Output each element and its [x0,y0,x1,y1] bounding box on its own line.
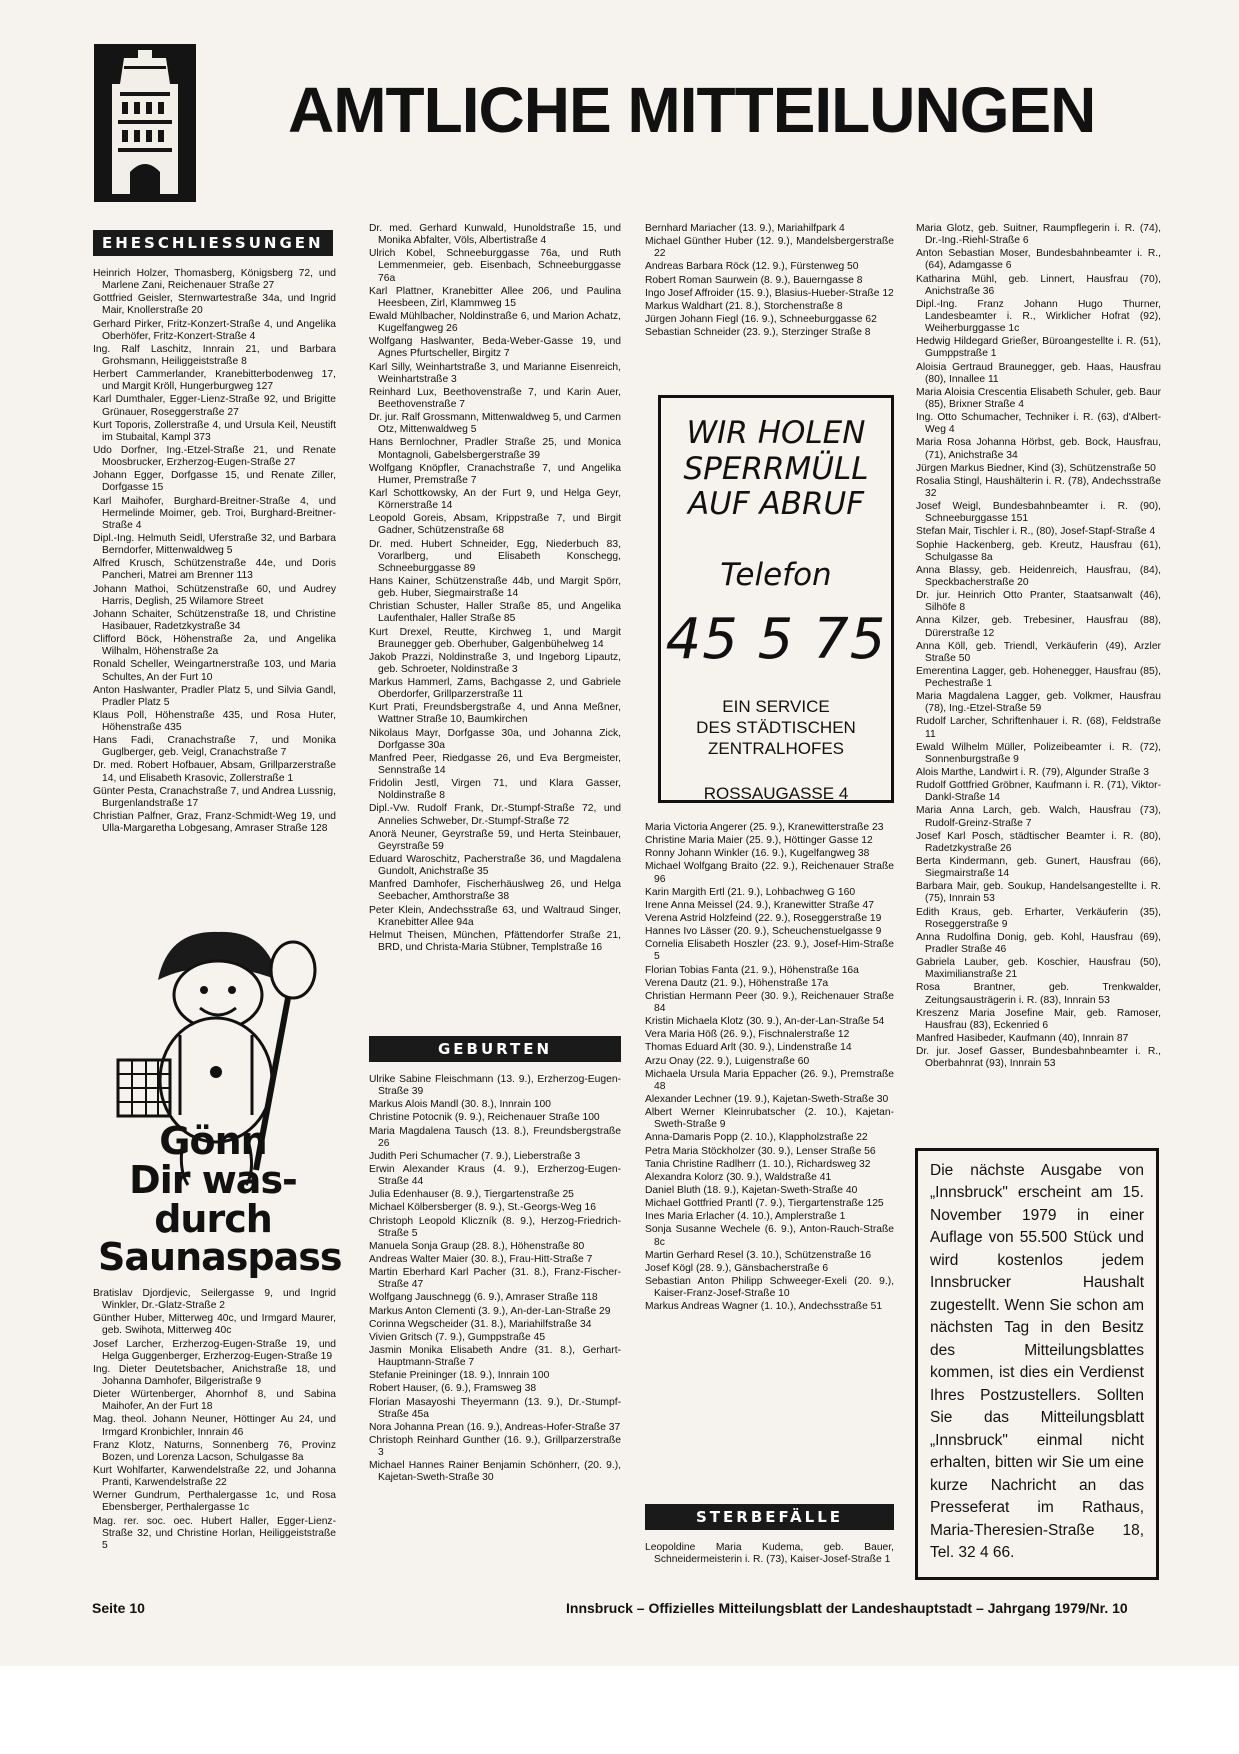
list-item: Anna Köll, geb. Triendl, Verkäuferin (49), Arzler Straße 50 [916,640,1161,664]
list-item: Hedwig Hildegard Grießer, Büroangestellte i. R. (51), Gumppstraße 1 [916,336,1161,360]
list-item: Dipl.-Ing. Helmuth Seidl, Uferstraße 32, und Barbara Berndorfer, Mittenwaldweg 5 [93,532,336,557]
list-item: Verena Dautz (21. 9.), Höhenstraße 17a [645,977,829,989]
list-item: Klaus Poll, Höhenstraße 435, und Rosa Huter, Höhenstraße 435 [93,709,336,734]
list-item: Manfred Hasibeder, Kaufmann (40), Innrain 87 [916,1033,1129,1044]
list-item: Vivien Gritsch (7. 9.), Gumppstraße 45 [369,1331,546,1343]
list-item: Christian Palfner, Graz, Franz-Schmidt-Weg 19, und Ulla-Margaretha Lobgesang, Amraser Straße 128 [93,811,336,835]
list-item: Reinhard Lux, Beethovenstraße 7, und Karin Auer, Beethovenstraße 7 [369,386,621,410]
list-item: Ewald Mühlbacher, Noldinstraße 6, und Marion Achatz, Kugelfangweg 26 [369,310,621,335]
list-item: Gerhard Pirker, Fritz-Konzert-Straße 4, und Angelika Oberhöfer, Fritz-Konzert-Straße 4 [93,318,336,342]
ad-line-3: AUF ABRUF [687,486,865,523]
section-header-eheschliessungen: EHESCHLIESSUNGEN [93,230,333,256]
list-item: Ulrich Kobel, Schneeburggasse 76a, und Ruth Lemmenmeier, geb. Eisenbach, Schneeburggasse 76a [369,248,621,284]
list-item: Verena Astrid Holzfeind (22. 9.), Roseggerstraße 19 [645,912,882,924]
section-header-sterbefaelle: STERBEFÄLLE [645,1504,894,1530]
list-item: Nora Johanna Prean (16. 9.), Andreas-Hofer-Straße 37 [369,1421,621,1433]
list-item: Thomas Eduard Arlt (30. 9.), Lindenstraße 14 [645,1042,852,1054]
publication-line: Innsbruck – Offizielles Mitteilungsblatt der Landeshauptstadt – Jahrgang 1979/Nr. 10 [566,1600,1128,1616]
list-item: Kurt Drexel, Reutte, Kirchweg 1, und Margit Braunegger geb. Oberhuber, Galgenbühelweg 14 [369,626,621,650]
list-item: Florian Masayoshi Theyermann (13. 9.), Dr.-Stumpf-Straße 45a [369,1396,621,1420]
list-item: Werner Gundrum, Perthalergasse 1c, und Rosa Ebensberger, Perthalergasse 1c [93,1490,336,1514]
list-deaths-1 [645,1542,894,1566]
list-item: Mag. theol. Johann Neuner, Höttinger Au 24, und Irmgard Kronbichler, Innrain 46 [93,1414,336,1438]
ad-line-1: WIR HOLEN [686,415,866,451]
list-item: Josef Kögl (28. 9.), Gänsbacherstraße 6 [645,1262,829,1274]
column-1-marriages [93,230,336,900]
list-births-1 [369,1074,621,1485]
column-2 [369,223,621,1023]
list-item: Markus Hammerl, Zams, Bachgasse 2, und Gabriele Oberdorfer, Grillparzerstraße 11 [369,677,621,701]
list-item: Christine Maria Maier (25. 9.), Höttinger Gasse 12 [645,835,873,847]
list-item: Judith Peri Schumacher (7. 9.), Lieberstraße 3 [369,1150,581,1162]
list-item: Hans Bernlochner, Pradler Straße 25, und Monica Montagnoli, Gabelsbergerstraße 39 [369,437,621,461]
list-marriages-3 [369,223,621,954]
ad-headline [661,416,891,523]
list-item: Herbert Cammerlander, Kranebitterbodenweg 17, und Margit Kröll, Hungerburgweg 127 [93,369,336,393]
list-item: Ing. Dieter Deutetsbacher, Anichstraße 18, und Johanna Damhofer, Bilgeristraße 9 [93,1363,336,1387]
list-item: Julia Edenhauser (8. 9.), Tiergartenstraße 25 [369,1189,574,1201]
list-item: Hans Fadi, Cranachstraße 7, und Monika Guglberger, geb. Veigl, Cranachstraße 7 [93,735,336,759]
list-item: Wolfgang Knöpfler, Cranachstraße 7, und Angelika Humer, Premstraße 7 [369,462,621,486]
list-item: Leopold Goreis, Absam, Krippstraße 7, und Birgit Gadner, Schützenstraße 68 [369,513,621,537]
list-marriages-2 [93,1288,336,1552]
list-item: Günther Huber, Mitterweg 40c, und Irmgard Maurer, geb. Swihota, Mitterweg 40c [93,1313,336,1337]
list-item: Anton Sebastian Moser, Bundesbahnbeamter i. R., (64), Adamgasse 6 [916,248,1161,272]
section-header-geburten: GEBURTEN [369,1036,621,1062]
list-item: Franz Klotz, Naturns, Sonnenberg 76, Provinz Bozen, und Lorenza Lacson, Schulgasse 8a [93,1439,336,1463]
list-item: Ronald Scheller, Weingartnerstraße 103, und Maria Schultes, An der Furt 10 [93,659,336,683]
info-box-next-issue: Die nächste Ausgabe von „Innsbruck" erscheint am 15. November 1979 in einer Auflage von 55.500 Stück und wird kostenlos jedem Innsbrucker Haushalt zugestellt. Wenn Sie schon am nächsten Tag in den Besitz des Mitteilungsblattes kommen, ist dies ein Verdienst Ihres Postzustellers. Sollten Sie das Mitteilungsblatt „Innsbruck" einmal nicht erhalten, bitten wir Sie um eine kurze Nachricht an das Presseferat im Rathaus, Maria-Theresien-Straße 18, Tel. 32 4 66. [915,1148,1159,1580]
list-item: Fridolin Jestl, Virgen 71, und Klara Gasser, Noldinstraße 8 [369,778,621,802]
list-item: Andreas Walter Maier (30. 8.), Frau-Hitt-Straße 7 [369,1253,593,1265]
list-item: Helmut Theisen, München, Pfättendorfer Straße 21, BRD, und Christa-Maria Stübner, Templstraße 16 [369,929,621,954]
list-item: Kristin Michaela Klotz (30. 9.), An-der-Lan-Straße 54 [645,1016,885,1028]
list-item: Hans Kainer, Schützenstraße 44b, und Margit Spörr, geb. Huber, Siegmairstraße 14 [369,575,621,600]
list-item: Manuela Sonja Graup (28. 8.), Höhenstraße 80 [369,1240,585,1252]
list-item: Nikolaus Mayr, Dorfgasse 30a, und Johanna Zick, Dorfgasse 30a [369,727,621,751]
list-item: Stefanie Preininger (18. 9.), Innrain 100 [369,1370,550,1382]
list-item: Josef Karl Posch, städtischer Beamter i. R. (80), Radetzkystraße 26 [916,830,1161,854]
list-item: Ronny Johann Winkler (16. 9.), Kugelfangweg 38 [645,848,870,860]
ad-service-text [661,696,891,760]
list-item: Manfred Peer, Riedgasse 26, und Eva Bergmeister, Sennstraße 14 [369,752,621,777]
list-item: Michael Günther Huber (12. 9.), Mandelsbergerstraße 22 [645,236,894,260]
sauna-slogan-line-2: Dir was- [129,1157,297,1202]
list-item: Karin Margith Ertl (21. 9.), Lohbachweg G 160 [645,886,856,898]
list-item: Stefan Mair, Tischler i. R., (80), Josef-Stapf-Straße 4 [916,526,1156,538]
list-item: Daniel Bluth (18. 9.), Kajetan-Sweth-Straße 40 [645,1184,858,1196]
list-item: Ulrike Sabine Fleischmann (13. 9.), Erzherzog-Eugen-Straße 39 [369,1074,621,1098]
list-item: Michael Wolfgang Braito (22. 9.), Reichenauer Straße 96 [645,861,894,885]
list-item: Dr. med. Robert Hofbauer, Absam, Grillparzerstraße 14, und Elisabeth Krasovic, Zollerstraße 1 [93,760,336,784]
list-item: Karl Plattner, Kranebitter Allee 206, und Paulina Heesbeen, Zirl, Klammweg 15 [369,285,621,309]
list-item: Johann Schaiter, Schützenstraße 18, und Christine Hasibauer, Radetzkystraße 34 [93,608,336,632]
ad-service-line-2: DES STÄDTISCHEN [696,718,856,738]
list-item: Heinrich Holzer, Thomasberg, Königsberg 72, und Marlene Zani, Reichenauer Straße 27 [93,268,336,292]
list-item: Jürgen Johann Fiegl (16. 9.), Schneeburggasse 62 [645,313,877,325]
list-item: Jakob Prazzi, Noldinstraße 3, und Ingeborg Lipautz, geb. Schroeter, Noldinstraße 3 [369,651,621,675]
list-item: Martin Gerhard Resel (3. 10.), Schützenstraße 16 [645,1249,872,1261]
list-item: Michael Hannes Rainer Benjamin Schönherr, (20. 9.), Kajetan-Sweth-Straße 30 [369,1460,621,1484]
list-item: Karl Dumthaler, Egger-Lienz-Straße 92, und Brigitte Grünauer, Roseggerstraße 27 [93,394,336,418]
list-item: Leopoldine Maria Kudema, geb. Bauer, Schneidermeisterin i. R. (73), Kaiser-Josef-Straße 1 [645,1542,894,1566]
list-item: Dr. jur. Heinrich Otto Pranter, Staatsanwalt (46), Silhöfe 8 [916,590,1161,614]
list-item: Anna Blassy, geb. Heidenreich, Hausfrau, (84), Speckbacherstraße 20 [916,564,1161,588]
list-item: Wolfgang Haslwanter, Beda-Weber-Gasse 19, und Agnes Pfurtscheller, Birgitz 7 [369,336,621,360]
column-3-deaths [645,1504,894,1592]
ad-address: ROSSAUGASSE 4 [703,783,849,803]
column-3-births [645,822,894,1510]
list-item: Christine Potocnik (9. 9.), Reichenauer Straße 100 [369,1112,600,1124]
list-item: Edith Kraus, geb. Erharter, Verkäuferin (35), Roseggerstraße 9 [916,906,1161,930]
list-item: Maria Magdalena Lagger, geb. Volkmer, Hausfrau (78), Ing.-Etzel-Straße 59 [916,691,1161,715]
list-item: Christian Hermann Peer (30. 9.), Reichenauer Straße 84 [645,990,894,1014]
list-item: Anna Rudolfina Donig, geb. Kohl, Hausfrau (69), Pradler Straße 46 [916,931,1161,956]
list-item: Sonja Susanne Wechele (6. 9.), Anton-Rauch-Straße 8c [645,1224,894,1248]
list-item: Josef Weigl, Bundesbahnbeamter i. R. (90), Schneeburggasse 151 [916,501,1161,525]
list-item: Markus Alois Mandl (30. 8.), Innrain 100 [369,1099,552,1111]
list-item: Maria Magdalena Tausch (13. 8.), Freundsbergstraße 26 [369,1125,621,1149]
list-item: Cornelia Elisabeth Hoszler (23. 9.), Josef-Him-Straße 5 [645,939,894,963]
list-item: Manfred Damhofer, Fischerhäuslweg 26, und Helga Seebacher, Amthorstraße 38 [369,879,621,903]
list-item: Sophie Hackenberg, geb. Kreutz, Hausfrau (61), Schulgasse 8a [916,539,1161,563]
list-item: Dr. med. Gerhard Kunwald, Hunoldstraße 15, und Monika Abfalter, Völs, Albertistraße 4 [369,223,621,247]
list-item: Maria Aloisia Crescentia Elisabeth Schuler, geb. Baur (85), Brixner Straße 4 [916,386,1161,410]
list-deaths-2 [916,223,1161,1070]
list-item: Ewald Wilhelm Müller, Polizeibeamter i. R. (72), Sonnenburgstraße 9 [916,741,1161,765]
list-item: Vera Maria Höß (26. 9.), Fischnalerstraße 12 [645,1029,850,1041]
list-item: Alexander Lechner (19. 9.), Kajetan-Sweth-Straße 30 [645,1093,889,1105]
list-item: Karl Silly, Weinhartstraße 3, und Marianne Eisenreich, Weinhartstraße 3 [369,361,621,385]
list-item: Emerentina Lagger, geb. Hohenegger, Hausfrau (85), Pechestraße 1 [916,665,1161,690]
list-item: Florian Tobias Fanta (21. 9.), Höhenstraße 16a [645,964,859,976]
tower-icon [94,44,196,202]
list-item: Maria Glotz, geb. Suitner, Raumpflegerin i. R. (74), Dr.-Ing.-Riehl-Straße 6 [916,223,1161,247]
list-item: Tania Christine Radlherr (1. 10.), Richardsweg 32 [645,1158,871,1170]
list-item: Robert Roman Saurwein (8. 9.), Bauerngasse 8 [645,274,863,286]
page-title: AMTLICHE MITTEILUNGEN [288,74,1096,146]
list-item: Christoph Reinhard Gunther (16. 9.), Grillparzerstraße 3 [369,1434,621,1459]
list-item: Kurt Toporis, Zollerstraße 4, und Ursula Keil, Neustift im Stubaital, Kampl 373 [93,419,336,443]
list-item: Dipl.-Ing. Franz Johann Hugo Thurner, Landesbeamter i. R., Wirklicher Hofrat (92), Weiherburggasse 1c [916,298,1161,335]
list-item: Albert Werner Kleinrubatscher (2. 10.), Kajetan-Sweth-Straße 9 [645,1107,894,1131]
list-item: Anna-Damaris Popp (2. 10.), Klappholzstraße 22 [645,1132,868,1144]
list-item: Anorä Neuner, Geyrstraße 59, und Herta Steinbauer, Geyrstraße 59 [369,828,621,852]
list-item: Dr. med. Hubert Schneider, Egg, Niederbuch 83, Vorarlberg, und Elisabeth Konschegg, Schneeburggasse 89 [369,538,621,574]
sauna-slogan-line-4: Saunaspass [98,1235,342,1280]
list-item: Kreszenz Maria Josefine Mair, geb. Ramoser, Hausfrau (83), Eckenried 6 [916,1007,1161,1031]
list-item: Sebastian Anton Philipp Schweeger-Exeli (20. 9.), Kaiser-Franz-Josef-Straße 10 [645,1275,894,1300]
list-item: Peter Klein, Andechsstraße 63, und Waltraud Singer, Kranebitter Allee 94a [369,904,621,928]
list-item: Corinna Wegscheider (31. 8.), Mariahilfstraße 34 [369,1318,592,1330]
list-item: Alfred Krusch, Schützenstraße 44e, und Doris Pancheri, Matrei am Brenner 113 [93,558,336,582]
list-item: Rosa Brantner, geb. Trenkwalder, Zeitungsausträgerin i. R. (83), Innrain 53 [916,982,1161,1006]
list-item: Gottfried Geisler, Sternwartestraße 34a, und Ingrid Mair, Knollerstraße 20 [93,293,336,317]
list-item: Kurt Wohlfarter, Karwendelstraße 22, und Johanna Pranti, Karwendelstraße 22 [93,1464,336,1489]
list-item: Wolfgang Jauschnegg (6. 9.), Amraser Straße 118 [369,1292,598,1304]
sauna-slogan [98,1119,342,1280]
list-item: Bratislav Djordjevic, Seilergasse 9, und Ingrid Winkler, Dr.-Glatz-Straße 2 [93,1288,336,1312]
list-item: Maria Victoria Angerer (25. 9.), Kranewitterstraße 23 [645,822,884,833]
list-item: Christian Schuster, Haller Straße 85, und Angelika Laufenthaler, Haller Straße 85 [369,601,621,625]
list-births-3 [645,822,894,1313]
ad-telefon-label: Telefon [720,556,832,593]
column-2-births [369,1036,621,1588]
list-item: Jasmin Monika Elisabeth Andre (31. 8.), Gerhart-Hauptmann-Straße 7 [369,1344,621,1369]
list-item: Dipl.-Vw. Rudolf Frank, Dr.-Stumpf-Straße 72, und Annelies Schweber, Dr.-Stumpf-Straße 72 [369,803,621,827]
list-item: Anna Kilzer, geb. Trebesiner, Hausfrau (88), Dürerstraße 12 [916,615,1161,639]
list-item: Maria Rosa Johanna Hörbst, geb. Bock, Hausfrau, (71), Anichstraße 34 [916,437,1161,461]
list-item: Sebastian Schneider (23. 9.), Sterzinger Straße 8 [645,327,871,339]
list-item: Andreas Barbara Röck (12. 9.), Fürstenweg 50 [645,261,859,273]
list-item: Aloisia Gertraud Braunegger, geb. Haas, Hausfrau (80), Innallee 11 [916,361,1161,385]
ad-telefon-number: 45 5 75 [665,606,887,672]
list-item: Martin Eberhard Karl Pacher (31. 8.), Franz-Fischer-Straße 47 [369,1267,621,1291]
list-item: Rosalia Stingl, Haushälterin i. R. (78), Andechsstraße 32 [916,475,1161,499]
list-item: Maria Anna Larch, geb. Walch, Hausfrau (73), Rudolf-Greinz-Straße 7 [916,805,1161,829]
list-item: Michael Gottfried Prantl (7. 9.), Tiergartenstraße 125 [645,1198,884,1210]
list-item: Alexandra Kolorz (30. 9.), Waldstraße 41 [645,1171,832,1183]
list-item: Karl Schottkowsky, An der Furt 9, und Helga Geyr, Körnerstraße 14 [369,487,621,512]
list-item: Kurt Prati, Freundsbergstraße 4, und Anna Meßner, Wattner Straße 10, Baumkirchen [369,702,621,726]
list-item: Robert Hauser, (6. 9.), Framsweg 38 [369,1383,537,1395]
list-item: Gabriela Lauber, geb. Koschier, Hausfrau (50), Maximilianstraße 21 [916,957,1161,981]
list-item: Ines Maria Erlacher (4. 10.), Amplerstraße 1 [645,1211,846,1223]
ad-line-2: SPERRMÜLL [683,450,869,487]
list-births-2 [645,223,894,339]
list-item: Michaela Ursula Maria Eppacher (26. 9.), Premstraße 48 [645,1068,894,1092]
list-item: Arzu Onay (22. 9.), Luigenstraße 60 [645,1055,810,1067]
page-number: Seite 10 [92,1600,145,1616]
list-item: Anton Haslwanter, Pradler Platz 5, und Silvia Gandl, Pradler Platz 5 [93,684,336,708]
list-item: Dr. jur. Ralf Grossmann, Mittenwaldweg 5, und Carmen Otz, Mittenwaldweg 5 [369,412,621,436]
list-marriages-1 [93,268,336,835]
sauna-slogan-line-1: Gönn [159,1119,267,1163]
list-item: Bernhard Mariacher (13. 9.), Mariahilfpark 4 [645,223,845,234]
list-item: Hannes Ivo Lässer (20. 9.), Scheuchenstuelgasse 9 [645,926,882,938]
list-item: Rudolf Larcher, Schriftenhauer i. R. (68), Feldstraße 11 [916,716,1161,740]
column-4-deaths [916,223,1161,1123]
list-item: Christoph Leopold Kliczník (8. 9.), Herzog-Friedrich-Straße 5 [369,1215,621,1239]
list-item: Alois Marthe, Landwirt i. R. (79), Algunder Straße 3 [916,767,1149,779]
list-item: Josef Larcher, Erzherzog-Eugen-Straße 19, und Helga Guggenberger, Erzherzog-Eugen-Straße 19 [93,1338,336,1362]
list-item: Dieter Würtenberger, Ahornhof 8, und Sabina Maihofer, An der Furt 18 [93,1389,336,1413]
list-item: Petra Maria Stöckholzer (30. 9.), Lenser Straße 56 [645,1145,876,1157]
list-item: Günter Pesta, Cranachstraße 7, und Andrea Lussnig, Burgenlandstraße 17 [93,785,336,809]
list-item: Udo Dorfner, Ing.-Etzel-Straße 21, und Renate Moosbrucker, Erzherzog-Eugen-Straße 27 [93,444,336,469]
list-item: Karl Maihofer, Burghard-Breitner-Straße 4, und Hermelinde Moimer, geb. Troi, Burghard-Breitner-Straße 4 [93,495,336,531]
list-item: Johann Mathoi, Schützenstraße 60, und Audrey Harris, Deglish, 25 Wilamore Street [93,583,336,607]
list-item: Johann Egger, Dorfgasse 15, und Renate Ziller, Dorfgasse 15 [93,470,336,494]
list-item: Markus Andreas Wagner (1. 10.), Andechsstraße 51 [645,1301,883,1313]
sperrmuell-ad [658,395,894,803]
list-item: Barbara Mair, geb. Soukup, Handelsangestellte i. R. (75), Innrain 53 [916,881,1161,905]
ad-service-line-3: ZENTRALHOFES [707,739,845,759]
sauna-slogan-line-3: durch [154,1196,272,1241]
list-item: Rudolf Gottfried Gröbner, Kaufmann i. R. (71), Viktor-Dankl-Straße 14 [916,780,1161,804]
list-item: Mag. rer. soc. oec. Hubert Haller, Egger-Lienz-Straße 32, und Christine Horlan, Heiliggeiststraße 5 [93,1515,336,1551]
list-item: Clifford Böck, Höhenstraße 2a, und Angelika Wilhalm, Höhenstraße 2a [93,634,336,658]
list-item: Katharina Mühl, geb. Linnert, Hausfrau (70), Anichstraße 36 [916,273,1161,297]
column-1-marriages-cont [93,1288,336,1588]
list-item: Ing. Ralf Laschitz, Innrain 21, und Barbara Grohsmann, Heiliggeiststraße 8 [93,343,336,367]
list-item: Jürgen Markus Biedner, Kind (3), Schützenstraße 50 [916,462,1156,474]
list-item: Berta Kindermann, geb. Gunert, Hausfrau (66), Siegmairstraße 14 [916,856,1161,880]
list-item: Eduard Waroschitz, Pacherstraße 36, und Magdalena Gundolt, Anichstraße 35 [369,854,621,878]
list-item: Ing. Otto Schumacher, Techniker i. R. (63), d'Albert-Weg 4 [916,412,1161,436]
list-item: Michael Kölbersberger (8. 9.), St.-Georgs-Weg 16 [369,1202,597,1214]
ad-service-line-1: EIN SERVICE [722,696,830,716]
list-item: Ingo Josef Affroider (15. 9.), Blasius-Hueber-Straße 12 [645,287,894,299]
list-item: Irene Anna Meissel (24. 9.), Kranewitter Straße 47 [645,899,874,911]
list-item: Markus Waldhart (21. 8.), Storchenstraße 8 [645,300,843,312]
list-item: Erwin Alexander Kraus (4. 9.), Erzherzog-Eugen-Straße 44 [369,1163,621,1188]
list-item: Dr. jur. Josef Gasser, Bundesbahnbeamter i. R., Oberbahnrat (93), Innrain 53 [916,1046,1161,1070]
list-item: Markus Anton Clementi (3. 9.), An-der-Lan-Straße 29 [369,1305,611,1317]
column-3 [645,223,894,383]
